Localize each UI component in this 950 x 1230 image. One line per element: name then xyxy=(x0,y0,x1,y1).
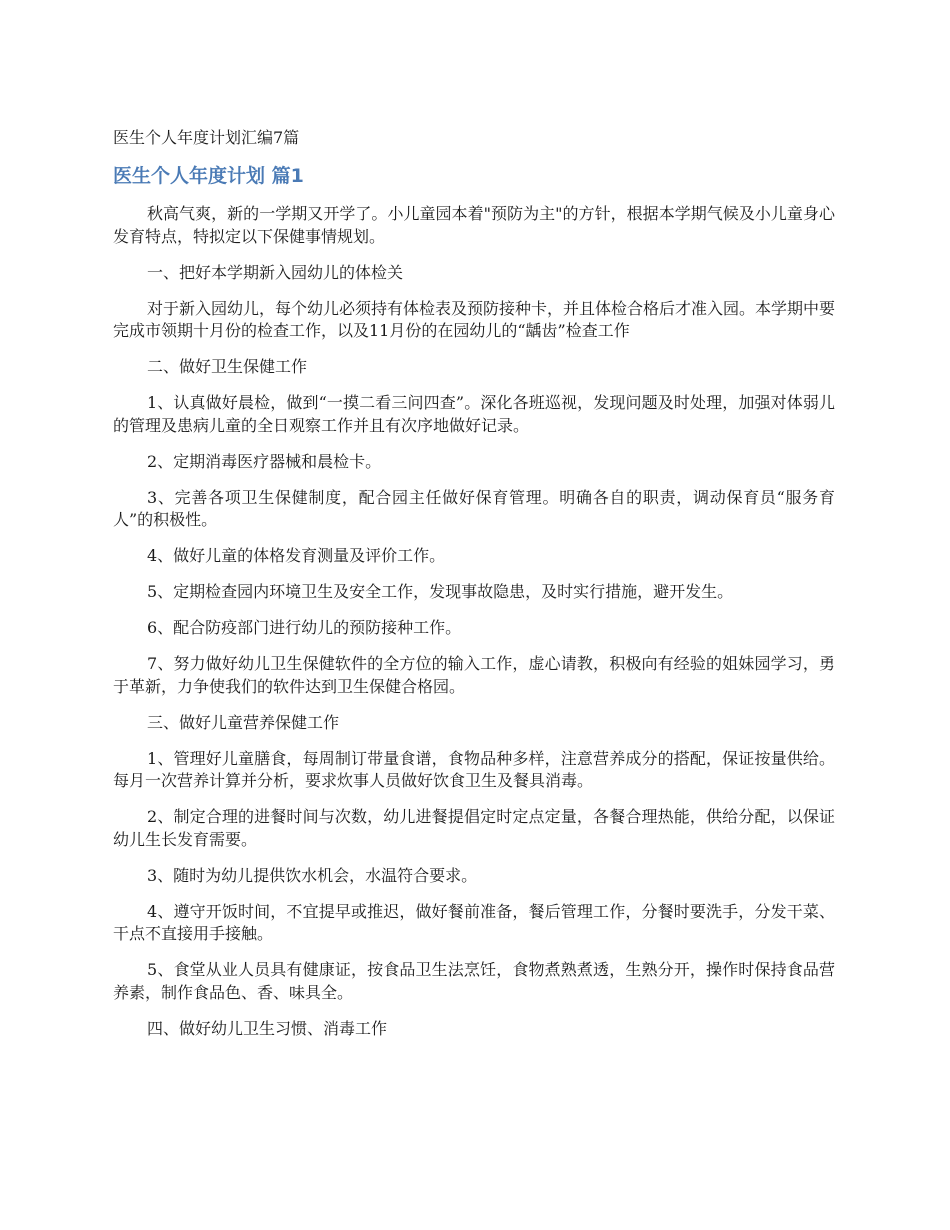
list-item: 7、努力做好幼儿卫生保健软件的全方位的输入工作，虚心请教，积极向有经验的姐妹园学习，勇于革新，力争使我们的软件达到卫生保健合格园。 xyxy=(113,654,835,696)
list-item: 1、管理好儿童膳食，每周制订带量食谱，食物品种多样，注意营养成分的搭配，保证按量供给。每月一次营养计算并分析，要求炊事人员做好饮食卫生及餐具消毒。 xyxy=(113,748,835,790)
section-heading: 医生个人年度计划 篇1 xyxy=(113,165,304,187)
document-body xyxy=(113,203,835,1054)
list-item: 4、做好儿童的体格发育测量及评价工作。 xyxy=(147,546,446,565)
subheading: 三、做好儿童营养保健工作 xyxy=(147,712,340,732)
list-item: 6、配合防疫部门进行幼儿的预防接种工作。 xyxy=(147,618,462,637)
list-item: 5、定期检查园内环境卫生及安全工作，发现事故隐患，及时实行措施，避开发生。 xyxy=(147,582,734,601)
list-item: 2、制定合理的进餐时间与次数，幼儿进餐提倡定时定点定量，各餐合理热能，供给分配，以保证幼儿生长发育需要。 xyxy=(113,807,835,849)
paragraph: 秋高气爽，新的一学期又开学了。小儿童园本着"预防为主"的方针，根据本学期气候及小儿童身心发育特点，特拟定以下保健事情规划。 xyxy=(113,204,835,246)
list-item: 3、完善各项卫生保健制度，配合园主任做好保育管理。明确各自的职责，调动保育员“服务育人”的积极性。 xyxy=(113,487,835,529)
list-item: 4、遵守开饭时间，不宜提早或推迟，做好餐前准备，餐后管理工作，分餐时要洗手，分发干菜、干点不直接用手接触。 xyxy=(113,901,835,943)
list-item: 3、随时为幼儿提供饮水机会，水温符合要求。 xyxy=(147,865,478,885)
list-item: 1、认真做好晨检，做到“一摸二看三问四查”。深化各班巡视，发现问题及时处理，加强对体弱儿的管理及患病儿童的全日观察工作并且有次序地做好记录。 xyxy=(113,393,835,435)
document-title: 医生个人年度计划汇编7篇 xyxy=(113,128,300,147)
list-item: 2、定期消毒医疗器械和晨检卡。 xyxy=(147,451,382,471)
list-item: 5、食堂从业人员具有健康证，按食品卫生法烹饪，食物煮熟煮透，生熟分开，操作时保持食品营养素，制作食品色、香、味具全。 xyxy=(113,960,835,1002)
subheading: 二、做好卫生保健工作 xyxy=(147,357,308,376)
subheading: 四、做好幼儿卫生习惯、消毒工作 xyxy=(147,1018,388,1038)
paragraph: 对于新入园幼儿，每个幼儿必须持有体检表及预防接种卡，并且体检合格后才准入园。本学期中要完成市领期十月份的检查工作，以及11月份的在园幼儿的“龋齿”检查工作 xyxy=(113,298,836,340)
subheading: 一、把好本学期新入园幼儿的体检关 xyxy=(147,262,404,282)
